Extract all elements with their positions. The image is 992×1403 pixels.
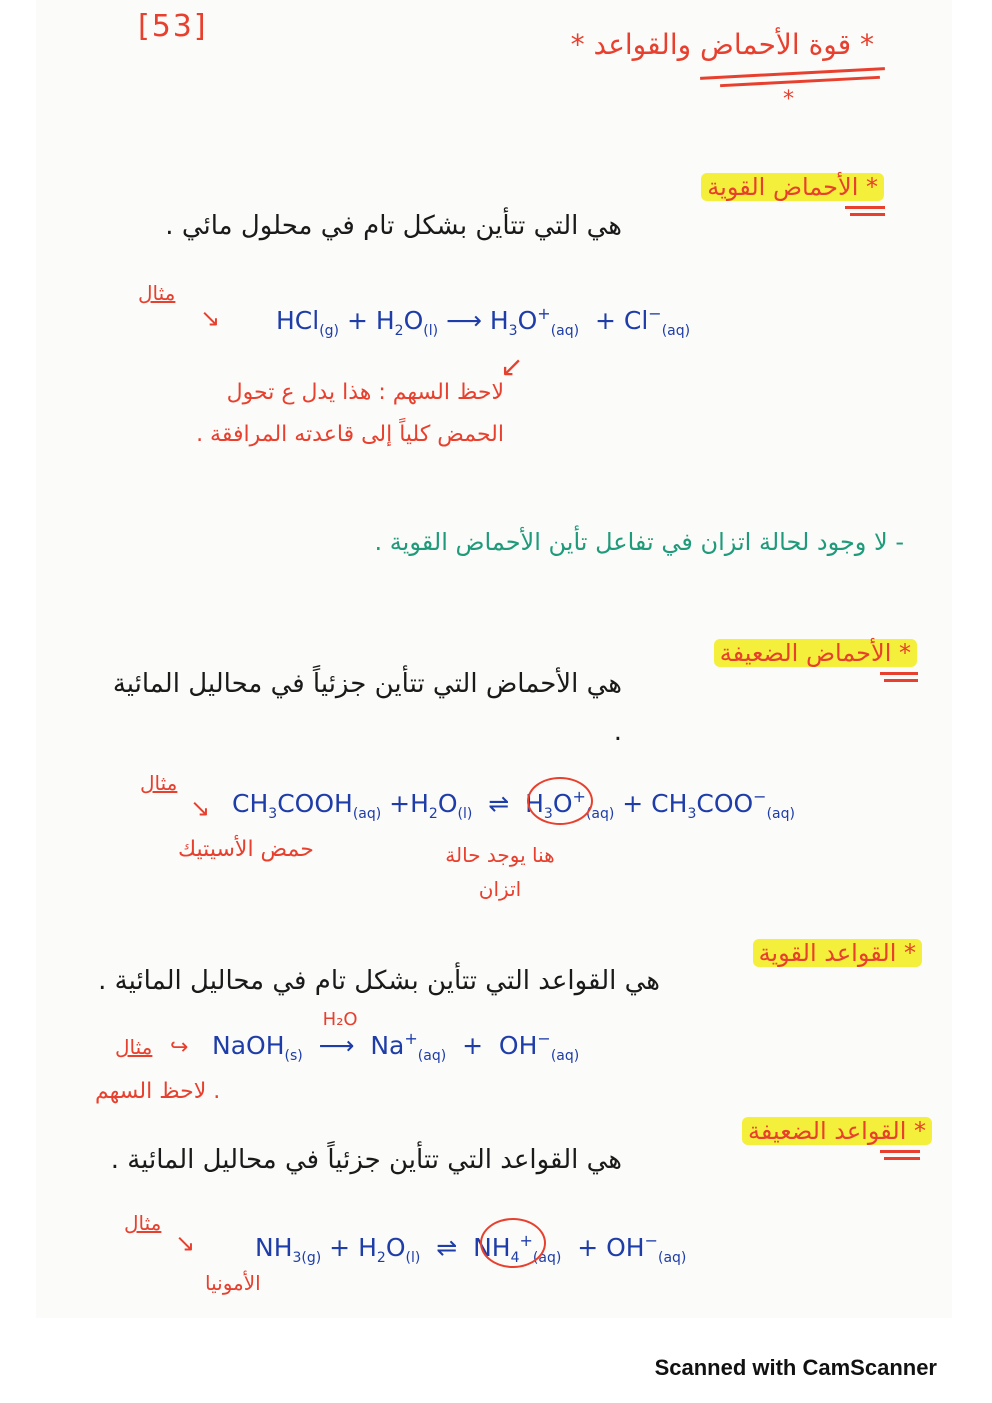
arrow-icon: ↘ xyxy=(175,1229,196,1257)
strong-acids-definition: هي التي تتأين بشكل تام في محلول مائي . xyxy=(165,211,622,241)
arrow-icon: ↪ xyxy=(170,1035,189,1060)
equation-term: NH xyxy=(473,1233,511,1262)
weak-acids-definition: هي الأحماض التي تتأين جزئياً في محاليل المائية . xyxy=(112,669,622,747)
subscript: 3 xyxy=(687,806,697,822)
heading-underline xyxy=(880,1150,920,1153)
equation-term: H xyxy=(489,306,509,335)
charge: − xyxy=(753,787,767,806)
equation-term: OH xyxy=(606,1233,645,1262)
weak-bases-definition: هي القواعد التي تتأين جزئياً في محاليل المائية . xyxy=(110,1145,622,1175)
equation-term: COOH xyxy=(277,789,353,818)
title-star: * xyxy=(783,87,794,112)
subscript: 3 xyxy=(292,1250,302,1266)
scanner-watermark: Scanned with CamScanner xyxy=(654,1355,937,1380)
heading-underline xyxy=(884,679,918,682)
weak-acids-heading: * الأحماض الضعيفة xyxy=(714,640,917,666)
forward-arrow-icon: H₂O ⟶ xyxy=(310,1009,363,1060)
arrow-icon: ↘ xyxy=(200,304,221,332)
state-label: (aq) xyxy=(352,806,382,822)
state-label: (s) xyxy=(284,1048,303,1064)
state-label: (aq) xyxy=(550,1048,580,1064)
curved-arrow-icon: ↙ xyxy=(500,350,524,383)
equation-term: O xyxy=(517,306,538,335)
charge: + xyxy=(404,1029,418,1048)
state-label: (l) xyxy=(423,323,439,339)
example-label: مثال xyxy=(140,771,178,795)
page-number: [53] xyxy=(138,9,208,44)
equation-term: H xyxy=(375,306,395,335)
example-label: مثال xyxy=(124,1211,162,1235)
state-label: (l) xyxy=(405,1250,421,1266)
charge: + xyxy=(519,1231,533,1250)
equation-term: NaOH xyxy=(212,1031,285,1060)
example-label: مثال xyxy=(115,1035,153,1059)
equation-term: O xyxy=(437,789,458,818)
charge: + xyxy=(572,787,586,806)
heading-underline xyxy=(884,1157,920,1160)
state-label: (l) xyxy=(457,806,473,822)
equation-term: OH xyxy=(498,1031,538,1060)
state-label: (aq) xyxy=(657,1250,687,1266)
equation-term: H xyxy=(358,1233,377,1262)
subscript: 3 xyxy=(543,806,553,822)
weak-acid-equation: $CH_3COOH_{(aq)} +H_2O_{(l)}$ ⇌ $H_3O^+_{(aq)} + CH_3COO^-_{(aq)}$ xyxy=(232,787,795,822)
equation-term: NH xyxy=(255,1233,293,1262)
state-label: (aq) xyxy=(585,806,615,822)
subscript: 2 xyxy=(394,323,404,339)
heading-underline xyxy=(845,206,885,209)
equation-term: CH xyxy=(232,789,269,818)
base-name-label: الأمونيا xyxy=(205,1271,261,1295)
strong-acid-equation: $HCl_{(g)} + H_2O_{(l)}$ ⟶ $H_3O^+_{(aq)} + Cl^-_{(aq)}$ xyxy=(276,304,691,339)
charge: + xyxy=(537,304,551,323)
state-label: (aq) xyxy=(417,1048,447,1064)
acid-name-label: حمض الأسيتيك xyxy=(178,837,314,862)
equation-term: O xyxy=(552,789,573,818)
weak-bases-heading: * القواعد الضعيفة xyxy=(742,1118,932,1144)
equation-term: HCl xyxy=(276,306,320,335)
subscript: 3 xyxy=(508,323,518,339)
arrow-condition: H₂O xyxy=(322,1009,358,1030)
page-title: * قوة الأحماض والقواعد * xyxy=(570,28,874,61)
equation-term: H xyxy=(410,789,429,818)
equilibrium-arrow-icon: ⇌ xyxy=(480,789,518,818)
strong-bases-heading: * القواعد القوية xyxy=(753,940,922,966)
state-label: (aq) xyxy=(550,323,580,339)
example-label: مثال xyxy=(138,281,176,305)
equation-term: COO xyxy=(696,789,754,818)
state-label: (g) xyxy=(301,1250,322,1266)
charge: − xyxy=(537,1029,551,1048)
state-label: (g) xyxy=(319,323,340,339)
state-label: (aq) xyxy=(661,323,691,339)
equilibrium-circle xyxy=(480,1218,546,1268)
strong-acids-green-note: - لا وجود لحالة اتزان في تفاعل تأين الأحماض القوية . xyxy=(374,528,904,556)
state-label: (aq) xyxy=(766,806,795,822)
equation-term: O xyxy=(385,1233,406,1262)
forward-arrow-icon: ⟶ xyxy=(446,306,490,335)
strong-bases-note: . لاحظ السهم xyxy=(95,1079,221,1104)
equation-term: O xyxy=(403,306,424,335)
weak-base-equation: $NH_{3(g)} + H_2O_{(l)}$ ⇌ $NH_4^+_{(aq)} + OH^-_{(aq)}$ xyxy=(255,1231,687,1266)
subscript: 4 xyxy=(510,1250,520,1266)
heading-underline xyxy=(850,213,885,216)
equilibrium-arrow-icon: ⇌ xyxy=(428,1233,466,1262)
equation-term: CH xyxy=(651,789,688,818)
strong-base-equation: NaOH$_{(s)}$ H₂O ⟶ $Na^+_{(aq)} + OH^-_{(aq)}$ xyxy=(212,1009,580,1064)
equation-term: H xyxy=(525,789,544,818)
strong-acids-note: لاحظ السهم : هذا يدل ع تحول الحمض كلياً إلى قاعدته المرافقة . xyxy=(196,380,504,447)
equation-term: Cl xyxy=(623,306,649,335)
subscript: 3 xyxy=(268,806,278,822)
heading-underline xyxy=(880,672,918,675)
charge: − xyxy=(648,304,662,323)
subscript: 2 xyxy=(428,806,438,822)
arrow-icon: ↘ xyxy=(190,794,211,822)
subscript: 2 xyxy=(376,1250,386,1266)
weak-acids-note: هنا يوجد حالة اتزان xyxy=(445,843,555,901)
equilibrium-circle xyxy=(527,777,593,825)
strong-acids-heading: * الأحماض القوية xyxy=(701,174,884,200)
strong-bases-definition: هي القواعد التي تتأين بشكل تام في محاليل المائية . xyxy=(98,966,660,996)
charge: − xyxy=(644,1231,658,1250)
state-label: (aq) xyxy=(532,1250,562,1266)
equation-term: Na xyxy=(370,1031,405,1060)
